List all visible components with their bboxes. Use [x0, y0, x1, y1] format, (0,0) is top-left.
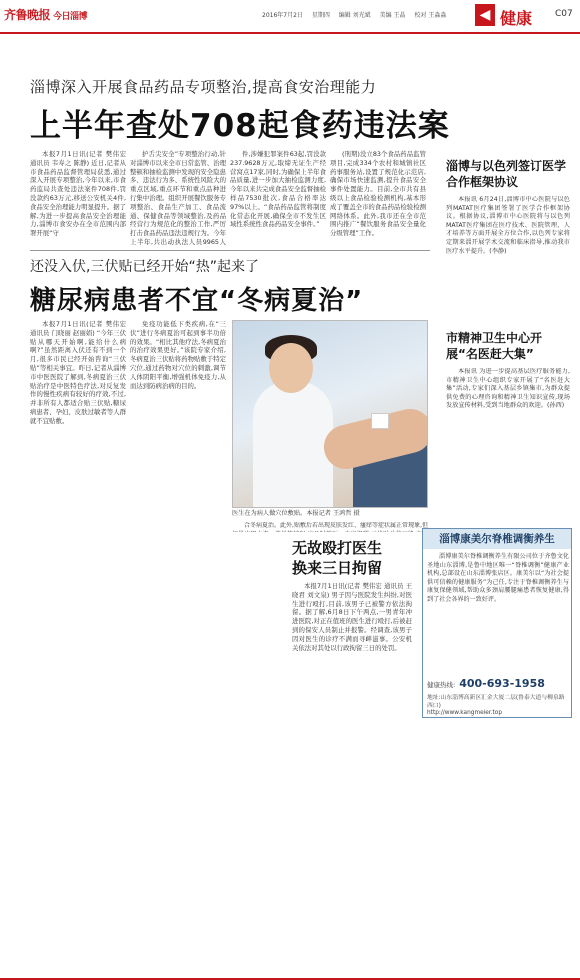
ad-hotline: 健康热线: 400-693-1958 — [427, 677, 545, 690]
story3-headline-line2: 换来三日拘留 — [292, 559, 383, 577]
page-number: C07 — [555, 9, 573, 19]
sidebar1-body: 本报讯 6月24日,淄博市中心医院与以色列MATAT医疗集团签署了医学合作框架协议。根据协议,淄博市中心医院将与以色列MATAT医疗集团在医疗技术、医院管理、人才培养等方面开展全方位合作,以色列专家将定期来淄开展学术交流和临床指导,推动我市医疗水平提升。(李静) — [446, 196, 570, 255]
designer-credit: 美编 王晶 — [379, 12, 406, 19]
advertisement-box — [422, 528, 572, 718]
sidebar2-body: 本报讯 为进一步提高基层医疗服务能力,市精神卫生中心组织专家开展了“名医赶大集”活动,专家们深入基层乡镇集市,为群众提供免费的心理咨询和精神卫生知识宣传,现场发放宣传材料,受到当地群众的欢迎。(孙西) — [446, 368, 570, 410]
issue-weekday: 星期四 — [311, 12, 330, 19]
masthead-logo: 齐鲁晚报 今日淄博 — [4, 8, 88, 22]
lead-column-3: 件,涉嫌犯罪案件63起,罚没款237.9628万元,取缔无证生产经营窝点17家,同时,为确保上半年食品质量,进一步加大抽检监测力度,今年以来共完成食品安全监督抽检样品7530批次,食品合格率达97%以上。“食品药品监管将制度化常态化开展,确保全市不发生区域性系统性食品药品安全事件。” — [230, 150, 326, 229]
ad-hotline-number: 400-693-1958 — [459, 677, 545, 690]
story3-headline-line1: 无故殴打医生 — [292, 539, 383, 557]
photo-caption: 医生在为病人做穴位敷贴。本报记者 王鸿哲 摄 — [232, 510, 360, 517]
lead-headline: 上半年查处708起食药违法案 — [30, 108, 450, 144]
section-name: 健康 — [500, 9, 533, 28]
story2-column-2: 免疫功能低下类疾病,在“三伏”进行冬病夏治可起到事半功倍的效果。“相比其他疗法,冬病夏治的治疗效果更好。”该院专家介绍,冬病夏治三伏贴将药物贴敷于特定穴位,通过药物对穴位的刺激,调节人体阴阳平衡,增强机体免疫力,从而达到防病治病的目的。 — [130, 320, 226, 390]
proof-credit: 校对 王淼淼 — [414, 12, 447, 19]
lead-subtitle: 淄博深入开展食品药品专项整治,提高食安治理能力 — [30, 78, 377, 96]
lead-column-2: 护舌尖安全”专项整治行动,针对淄博市以来全市日常监管、治理整顿和抽检监测中发现的安全隐患多、违法行为多、系统性风险大的重点区域,重点环节和重点品种进行集中治理。组织开展餐饮服务专项整治、食品生产加工、食品流通、保健食品等领域整治,及药品经营行为规范化的整治工作,严厉打击食品药品违法违规行为。今年上半年,共出动执法人员9965人 — [130, 150, 226, 246]
story2-column-4: 合冬病夏治。此外,贴敷后若出现皮肤发红、瘙痒等症状属正常现象,但 — [244, 522, 428, 529]
issue-date: 2016年7月2日 — [262, 12, 303, 19]
section-divider — [30, 250, 430, 251]
story2-subtitle: 还没入伏,三伏贴已经开始“热”起来了 — [30, 259, 259, 275]
story3-body: 本报7月1日讯(记者 樊伟宏 通讯员 王晓君 刘文泉) 男子因与医院发生纠纷,对医生进行殴打,目前,该男子已被警方依法拘留。据了解,6月8日下午两点,一男青年冲进医院,对正在值班的医生进行殴打,后被赶到的保安人员制止并报警。经调查,该男子因对医生的诊疗不满而寻衅滋事。公安机关依法对其处以行政拘留三日的处罚。 — [292, 582, 412, 652]
section-marker-icon: ◀ — [475, 4, 495, 26]
issue-meta — [262, 10, 453, 19]
editor-credit: 编辑 刘光斌 — [338, 12, 371, 19]
story2-headline: 糖尿病患者不宜“冬病夏治” — [30, 286, 364, 316]
lead-column-4: (刑期)没立83个食品药品监管项目,完成334个农村和城镇社区药事服务站,设置了规范化示范店,确保市场快速监测,提升食品安全事件处置能力。目前,全市共有县级以上食品检验检测机构,基本形成了覆盖全市的食品药品检验检测网络体系。此外,我市还在全市范围内推广“餐饮服务食品安全量化分级管理”工作。 — [330, 150, 426, 238]
page-header — [0, 0, 580, 34]
sidebar1-headline: 淄博与以色列签订医学合作框架协议 — [446, 159, 567, 189]
ad-address: 地址:山东淄博高新区汇金大厦二层(鲁泰大道与柳泉路西口) http://www.kangmeier.top — [427, 695, 569, 718]
ad-body: 淄博康美尔脊椎调衡养生有限公司位于齐鲁文化圣地山东淄博,是鲁中地区唯一“脊椎调衡”健康产业机构,总部设在山东淄博张店区。康美尔以“为社会提供可信赖的健康服务”为己任,专注于脊椎调衡养生与康复保健领域,帮助众多颈肩腰腿痛患者恢复健康,得到了社会各界的一致好评。 — [427, 553, 569, 603]
ad-website: http://www.kangmeier.top — [427, 710, 503, 717]
sidebar2-headline: 市精神卫生中心开展“名医赶大集” — [446, 331, 543, 361]
masthead-subtitle: 今日淄博 — [53, 12, 88, 22]
lead-column-1: 本报7月1日讯(记者 樊伟宏 通讯员 韦寿之 陈静) 近日,记者从市食品药品监督管理局获悉,通过深入开展专项整治,今年以来,市食药监局共查处违法案件708件,罚没款约63万元,移送公安机关4件,食品安全治理能力明显提升。据了解,为进一步提高食品安全治理能力,淄博市食安办在全市范围内部署开展“守 — [30, 150, 126, 238]
acupoint-treatment-photo — [232, 320, 428, 508]
story2-column-1: 本报7月1日讯(记者 樊伟宏 通讯员 门晓丽 赵丽娟) “今年三伏贴从哪天开始啊,能给什么病啊?”虽然距离入伏还有不到一个月,很多市民已经开始咨询“三伏贴”等相关事宜。昨日,记者从淄博市中医医院了解到,冬病夏治三伏贴治疗是中医特色疗法,对反复发作的慢性疾病有较好的疗效,不过,并非所有人都适合贴三伏贴,糖尿病患者、孕妇、皮肤过敏者等人群就不宜贴敷。 — [30, 320, 126, 425]
ad-title: 淄博康美尔脊椎调衡养生 — [423, 529, 571, 549]
story3-headline — [292, 538, 382, 578]
